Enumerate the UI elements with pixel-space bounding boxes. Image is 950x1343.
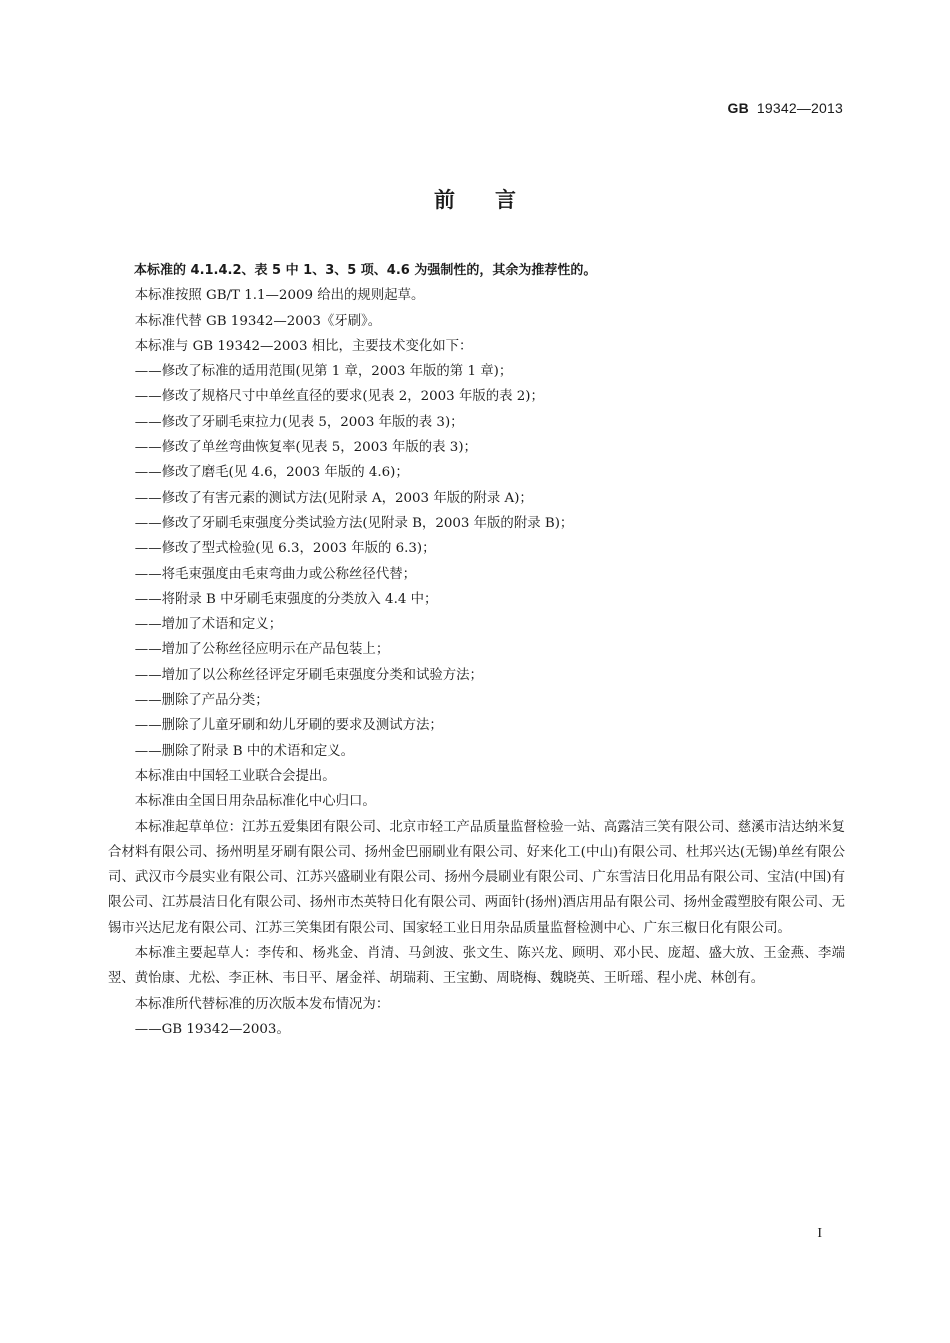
list-item: ——删除了附录 B 中的术语和定义。 xyxy=(134,743,355,759)
history-item: ——GB 19342—2003。 xyxy=(134,1021,290,1037)
list-item: ——增加了术语和定义； xyxy=(134,617,283,633)
list-item: ——删除了产品分类； xyxy=(134,693,269,709)
list-item: ——修改了牙刷毛束强度分类试验方法(见附录 B，2003 年版的附录 B)； xyxy=(134,515,574,531)
replacement-statement: 本标准代替 GB 19342—2003《牙刷》。 xyxy=(134,313,382,329)
list-item: ——修改了磨毛(见 4.6，2003 年版的 4.6)； xyxy=(134,465,409,481)
standard-number: 19342—2013 xyxy=(756,100,843,116)
drafting-rules-statement: 本标准按照 GB/T 1.1—2009 给出的规则起草。 xyxy=(134,288,425,304)
list-item: ——修改了规格尺寸中单丝直径的要求(见表 2，2003 年版的表 2)； xyxy=(134,389,544,405)
proposed-by-statement: 本标准由中国轻工业联合会提出。 xyxy=(134,768,336,784)
page-number: I xyxy=(817,1226,822,1241)
drafters-paragraph: 本标准主要起草人：李传和、杨兆金、肖清、马剑波、张文生、陈兴龙、顾明、邓小民、庞超、盛大放、王金燕、李端翌、黄怡康、尤松、李正林、韦日平、屠金祥、胡瑞莉、王宝勤、周晓梅、魏晓英、王昕瑶、程小虎、林创有。 xyxy=(108,946,845,987)
list-item: ——修改了标准的适用范围(见第 1 章，2003 年版的第 1 章)； xyxy=(134,364,513,380)
mandatory-clause-statement: 本标准的 4.1.4.2、表 5 中 1、3、5 项、4.6 为强制性的，其余为推荐性的。 xyxy=(134,263,597,278)
page-title: 前言 xyxy=(434,188,556,212)
list-item: ——修改了单丝弯曲恢复率(见表 5，2003 年版的表 3)； xyxy=(134,440,477,456)
list-item: ——将附录 B 中牙刷毛束强度的分类放入 4.4 中； xyxy=(134,591,438,607)
standard-number-header xyxy=(728,100,843,116)
drafting-units-paragraph: 本标准起草单位：江苏五爱集团有限公司、北京市轻工产品质量监督检验一站、高露洁三笑有限公司、慈溪市洁达纳米复合材料有限公司、扬州明星牙刷有限公司、扬州金巴丽刷业有限公司、好来化工(中山)有限公司、杜邦兴达(无锡)单丝有限公司、武汉市今晨实业有限公司、江苏兴盛刷业有限公司、扬州今晨刷业有限公司、广东雪洁日化用品有限公司、宝洁(中国)有限公司、江苏晨洁日化有限公司、扬州市杰英特日化有限公司、两面针(扬州)酒店用品有限公司、扬州金霞塑胶有限公司、无锡市兴达尼龙有限公司、江苏三笑集团有限公司、国家轻工业日用杂品质量监督检测中心、广东三椒日化有限公司。 xyxy=(108,819,845,936)
list-item: ——增加了以公称丝径评定牙刷毛束强度分类和试验方法； xyxy=(134,667,483,683)
changes-intro: 本标准与 GB 19342—2003 相比，主要技术变化如下： xyxy=(134,338,473,354)
list-item: ——修改了型式检验(见 6.3，2003 年版的 6.3)； xyxy=(134,541,436,557)
foreword-body xyxy=(108,258,845,1042)
changes-list xyxy=(108,359,845,764)
centralized-by-statement: 本标准由全国日用杂品标准化中心归口。 xyxy=(134,794,376,810)
list-item: ——修改了牙刷毛束拉力(见表 5，2003 年版的表 3)； xyxy=(134,414,464,430)
list-item: ——删除了儿童牙刷和幼儿牙刷的要求及测试方法； xyxy=(134,718,443,734)
history-intro: 本标准所代替标准的历次版本发布情况为： xyxy=(134,996,390,1012)
standard-code: GB xyxy=(727,100,749,116)
list-item: ——将毛束强度由毛束弯曲力或公称丝径代替； xyxy=(134,566,416,582)
list-item: ——增加了公称丝径应明示在产品包装上； xyxy=(134,642,390,658)
list-item: ——修改了有害元素的测试方法(见附录 A，2003 年版的附录 A)； xyxy=(134,490,533,506)
